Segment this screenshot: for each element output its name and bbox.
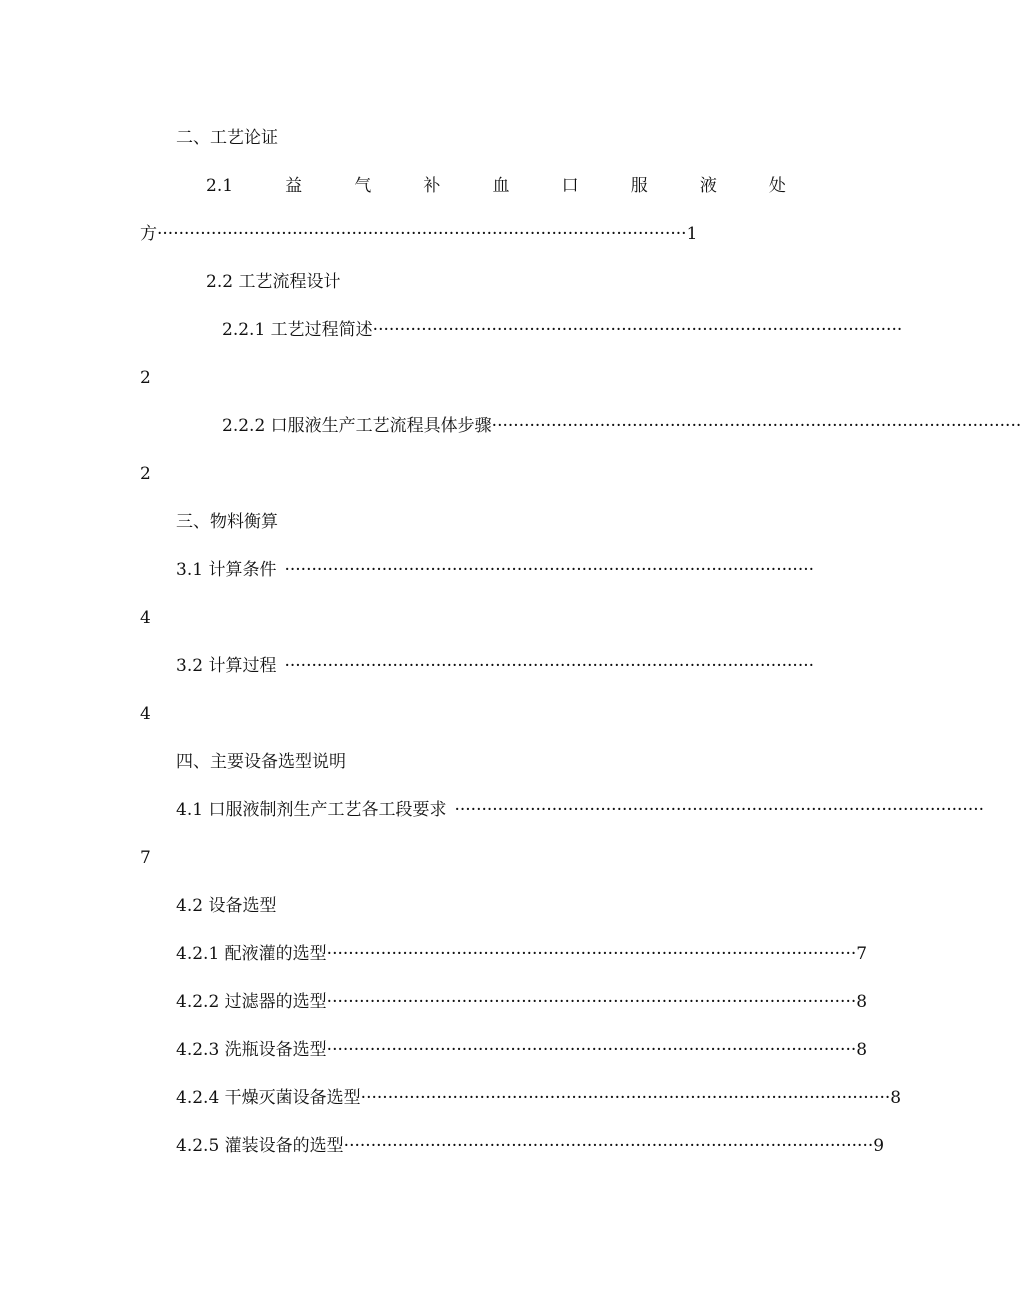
- toc-page-number: 2: [140, 464, 151, 484]
- toc-entry-text: 3.2 计算过程: [176, 656, 277, 676]
- toc-page-number: 8: [890, 1088, 902, 1108]
- toc-entry-2-1-char: 口: [561, 176, 579, 196]
- toc-entry-2-1-wrap-text: 方: [140, 224, 157, 244]
- leader-dots: ··································································································: [491, 416, 1021, 436]
- toc-entry-text: 4.2.5 灌装设备的选型: [176, 1136, 344, 1156]
- leader-dots: ··································································································: [343, 1136, 874, 1156]
- toc-heading-section-3: 三、物料衡算: [176, 512, 278, 532]
- leader-dots: ··································································································: [326, 1040, 857, 1060]
- toc-entry-2-1-spread: [206, 174, 786, 198]
- toc-page-number: 4: [140, 704, 151, 724]
- toc-entry-2-1-char: 处: [768, 176, 786, 196]
- toc-page-number: 9: [873, 1136, 885, 1156]
- toc-entry-2-1-char: 补: [423, 176, 441, 196]
- toc-heading-4-2: 4.2 设备选型: [176, 896, 277, 916]
- toc-entry-text: 4.1 口服液制剂生产工艺各工段要求: [176, 800, 447, 820]
- toc-entry-4-2-3: [176, 1038, 868, 1062]
- toc-entry-3-2: [176, 654, 815, 678]
- toc-entry-2-2-1: [222, 318, 903, 342]
- leader-dots: ··································································································: [157, 224, 687, 244]
- toc-heading-section-4: 四、主要设备选型说明: [176, 752, 346, 772]
- leader-dots: ··································································································: [284, 656, 815, 676]
- leader-dots: ··································································································: [360, 1088, 891, 1108]
- toc-entry-2-1-wrap: [140, 222, 698, 246]
- toc-page-number: 8: [856, 992, 868, 1012]
- toc-entry-2-1-char: 服: [630, 176, 648, 196]
- toc-entry-text: 2.2.1 工艺过程简述: [222, 320, 373, 340]
- toc-page-number: 2: [140, 368, 151, 388]
- toc-entry-4-2-5: [176, 1134, 885, 1158]
- toc-entry-4-2-4: [176, 1086, 902, 1110]
- toc-entry-text: 2.2.2 口服液生产工艺流程具体步骤: [222, 416, 492, 436]
- toc-page-number: 4: [140, 608, 151, 628]
- toc-entry-4-1: [176, 798, 985, 822]
- toc-entry-2-1-char: 益: [285, 176, 303, 196]
- leader-dots: ··································································································: [326, 992, 857, 1012]
- toc-page-number: 8: [856, 1040, 868, 1060]
- leader-dots: ··································································································: [284, 560, 815, 580]
- toc-entry-text: 4.2.2 过滤器的选型: [176, 992, 327, 1012]
- toc-entry-4-2-1: [176, 942, 868, 966]
- toc-entry-text: 4.2.4 干燥灭菌设备选型: [176, 1088, 361, 1108]
- toc-entry-text: 4.2.3 洗瓶设备选型: [176, 1040, 327, 1060]
- toc-entry-2-1-char: 液: [699, 176, 717, 196]
- leader-dots: ··································································································: [372, 320, 903, 340]
- toc-heading-2-2: 2.2 工艺流程设计: [206, 272, 341, 292]
- leader-dots: ··································································································: [454, 800, 985, 820]
- toc-entry-2-1-char: 气: [354, 176, 372, 196]
- toc-entry-4-2-2: [176, 990, 868, 1014]
- toc-entry-2-1-char: 2.1: [206, 176, 234, 196]
- toc-page-number: 7: [856, 944, 868, 964]
- toc-entry-text: 3.1 计算条件: [176, 560, 277, 580]
- toc-page-number: 1: [686, 224, 698, 244]
- toc-entry-2-2-2: [222, 414, 1021, 438]
- toc-entry-2-1-char: 血: [492, 176, 510, 196]
- toc-heading-section-2: 二、工艺论证: [176, 128, 278, 148]
- toc-entry-3-1: [176, 558, 815, 582]
- toc-page-number: 7: [140, 848, 151, 868]
- toc-entry-text: 4.2.1 配液灌的选型: [176, 944, 327, 964]
- leader-dots: ··································································································: [326, 944, 857, 964]
